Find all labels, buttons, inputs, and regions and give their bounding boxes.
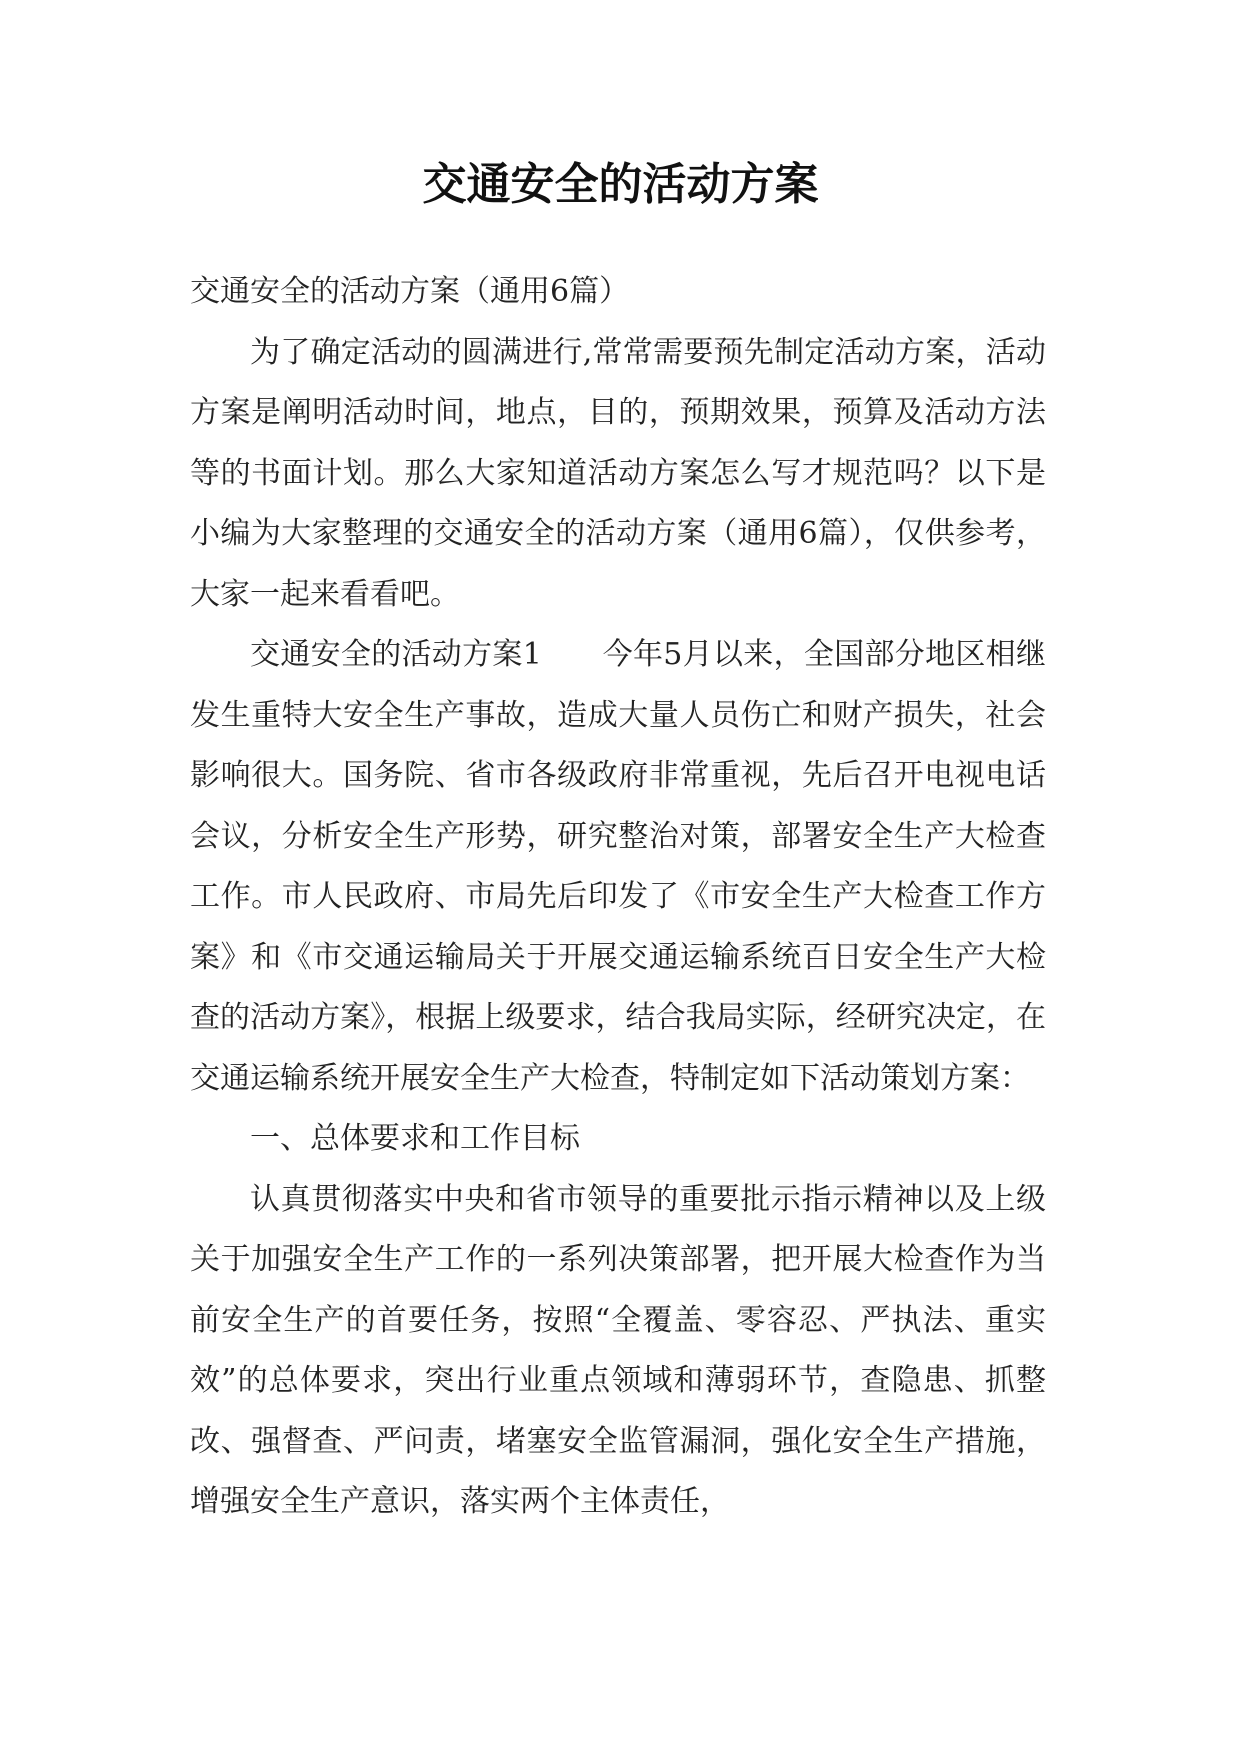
document-subtitle: 交通安全的活动方案（通用6篇） [190, 274, 630, 309]
document-body [190, 262, 1046, 1533]
plan-1-paragraph: 交通安全的活动方案1 今年5月以来，全国部分地区相继发生重特大安全生产事故，造成大量人员伤亡和财产损失，社会影响很大。国务院、省市各级政府非常重视，先后召开电视电话会议，分析安全生产形势，研究整治对策，部署安全生产大检查工作。市人民政府、市局先后印发了《市安全生产大检查工作方案》和《市交通运输局关于开展交通运输系统百日安全生产大检查的活动方案》，根据上级要求，结合我局实际，经研究决定，在交通运输系统开展安全生产大检查，特制定如下活动策划方案： [190, 637, 1046, 1096]
requirements-paragraph: 认真贯彻落实中央和省市领导的重要批示指示精神以及上级关于加强安全生产工作的一系列决策部署，把开展大检查作为当前安全生产的首要任务，按照“全覆盖、零容忍、严执法、重实效”的总体要求，突出行业重点领域和薄弱环节，查隐患、抓整改、强督查、严问责，堵塞安全监管漏洞，强化安全生产措施，增强安全生产意识，落实两个主体责任， [190, 1181, 1046, 1519]
section-heading-general-requirements: 一、总体要求和工作目标 [250, 1121, 580, 1156]
document-title: 交通安全的活动方案 [422, 159, 819, 210]
intro-paragraph: 为了确定活动的圆满进行,常常需要预先制定活动方案，活动方案是阐明活动时间，地点，目的，预期效果，预算及活动方法等的书面计划。那么大家知道活动方案怎么写才规范吗？以下是小编为大家整理的交通安全的活动方案（通用6篇），仅供参考，大家一起来看看吧。 [190, 334, 1046, 612]
